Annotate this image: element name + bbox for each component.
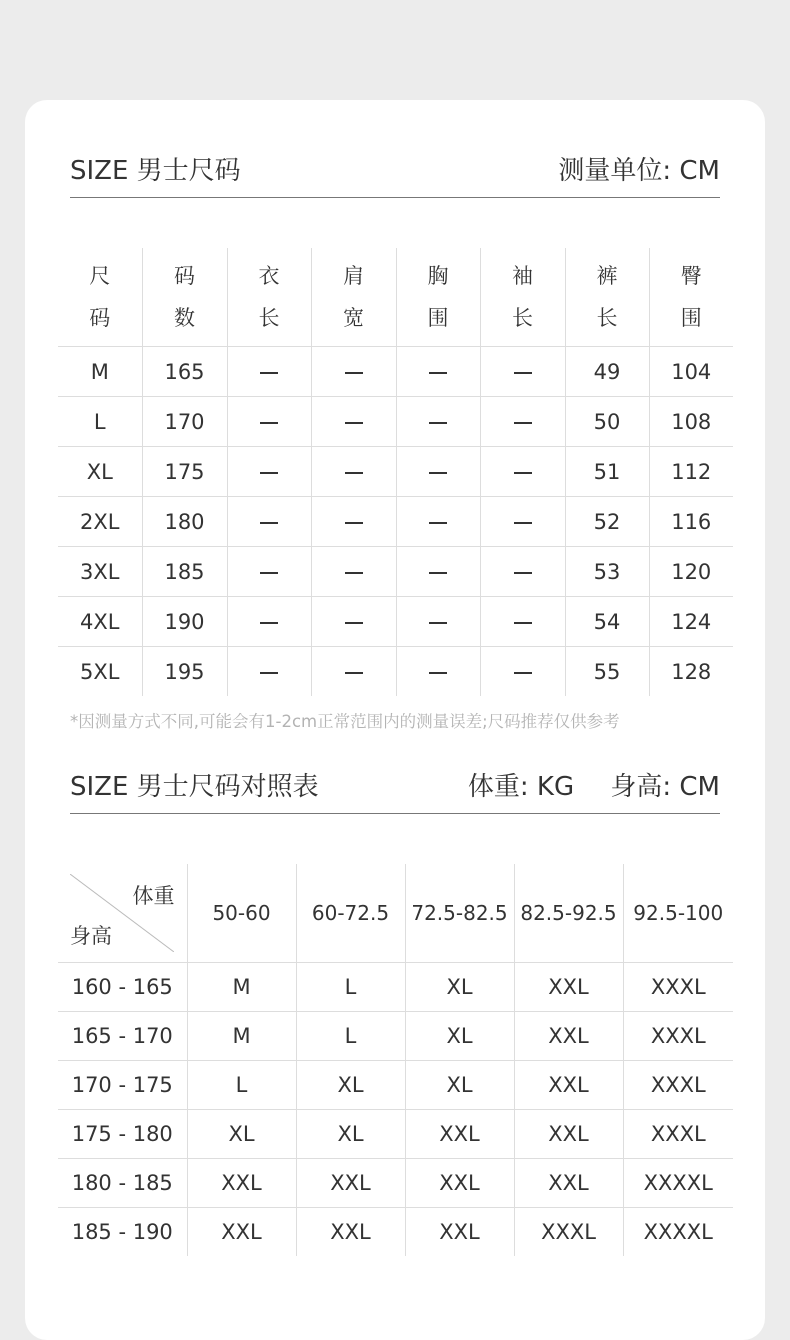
size-table-cell: 50 (565, 397, 649, 447)
size-table-cell: XL (58, 447, 142, 497)
conversion-row (58, 1012, 733, 1061)
dash-value (514, 672, 532, 674)
conversion-table (58, 864, 733, 1256)
dash-value (260, 572, 278, 574)
dash-value (345, 472, 363, 474)
conversion-row (58, 1208, 733, 1257)
conversion-row (58, 963, 733, 1012)
size-table-cell: 54 (565, 597, 649, 647)
size-table-cell (227, 347, 311, 397)
size-table-cell: 116 (649, 497, 733, 547)
header-char: 码 (89, 306, 111, 330)
recommended-size-cell: XXXXL (623, 1208, 733, 1257)
size-table-cell (396, 597, 480, 647)
height-unit: 身高: CM (610, 772, 720, 802)
header-char: 长 (258, 306, 280, 330)
size-table-row (58, 497, 733, 547)
dash-value (345, 572, 363, 574)
dash-value (345, 422, 363, 424)
conversion-units (440, 766, 720, 803)
header-char: 衣 (258, 264, 280, 288)
header-char: 长 (596, 306, 618, 330)
recommended-size-cell: XXL (514, 1061, 623, 1110)
recommended-size-cell: XXXL (623, 1012, 733, 1061)
size-table-cell: 112 (649, 447, 733, 497)
size-table-cell (396, 347, 480, 397)
size-section-unit: 测量单位: CM (558, 156, 720, 186)
header-char: 臀 (680, 264, 702, 288)
size-table-cell: 170 (142, 397, 227, 447)
size-table-header-cell (396, 248, 480, 347)
size-table-cell (396, 647, 480, 697)
recommended-size-cell: XXXL (514, 1208, 623, 1257)
size-table-cell (311, 597, 396, 647)
size-table-cell: 49 (565, 347, 649, 397)
size-table-cell: 185 (142, 547, 227, 597)
header-char: 胸 (427, 264, 449, 288)
conversion-row (58, 1110, 733, 1159)
recommended-size-cell: XXL (296, 1159, 405, 1208)
recommended-size-cell: XXXL (623, 963, 733, 1012)
dash-value (345, 522, 363, 524)
size-table-cell: 55 (565, 647, 649, 697)
corner-height-label: 身高 (70, 924, 112, 948)
recommended-size-cell: XXL (514, 1159, 623, 1208)
size-table-cell (480, 397, 565, 447)
dash-value (429, 372, 447, 374)
size-table-cell (480, 497, 565, 547)
measurement-note: *因测量方式不同,可能会有1-2cm正常范围内的测量误差;尺码推荐仅供参考 (70, 712, 620, 731)
recommended-size-cell: M (187, 963, 296, 1012)
header-char: 码 (174, 264, 195, 288)
size-table-row (58, 397, 733, 447)
recommended-size-cell: M (187, 1012, 296, 1061)
recommended-size-cell: XXL (405, 1208, 514, 1257)
height-range-cell: 185 - 190 (58, 1208, 187, 1257)
dash-value (429, 622, 447, 624)
size-table-cell: 108 (649, 397, 733, 447)
size-table-header-cell (311, 248, 396, 347)
size-table-header-row (58, 248, 733, 347)
dash-value (260, 472, 278, 474)
conversion-header-row (58, 864, 733, 963)
dash-value (514, 522, 532, 524)
size-table-cell (227, 597, 311, 647)
dash-value (345, 622, 363, 624)
dash-value (429, 472, 447, 474)
height-range-cell: 165 - 170 (58, 1012, 187, 1061)
weight-unit: 体重: KG (467, 772, 575, 802)
dash-value (429, 422, 447, 424)
size-table-cell (311, 347, 396, 397)
header-char: 肩 (343, 264, 364, 288)
recommended-size-cell: XXL (187, 1159, 296, 1208)
dash-value (514, 372, 532, 374)
recommended-size-cell: XXXL (623, 1110, 733, 1159)
size-table-cell: L (58, 397, 142, 447)
size-section-header (70, 150, 720, 187)
header-char: 裤 (596, 264, 618, 288)
size-table-cell (396, 497, 480, 547)
size-table-cell: 120 (649, 547, 733, 597)
size-table-cell (480, 347, 565, 397)
conversion-section-header (70, 766, 720, 803)
header-char: 宽 (343, 306, 364, 330)
conversion-row (58, 1061, 733, 1110)
dash-value (429, 522, 447, 524)
weight-range-header: 72.5-82.5 (405, 864, 514, 963)
recommended-size-cell: XXL (514, 963, 623, 1012)
corner-diagonal (58, 864, 187, 962)
header-char: 数 (174, 306, 195, 330)
size-table-row (58, 447, 733, 497)
header-char: 尺 (89, 264, 111, 288)
size-table-cell: 52 (565, 497, 649, 547)
weight-range-header: 82.5-92.5 (514, 864, 623, 963)
weight-range-header: 60-72.5 (296, 864, 405, 963)
recommended-size-cell: XXL (405, 1159, 514, 1208)
header-char: 围 (427, 306, 449, 330)
size-table-cell: 5XL (58, 647, 142, 697)
size-table-row (58, 347, 733, 397)
size-table-cell (227, 497, 311, 547)
recommended-size-cell: XXXL (623, 1061, 733, 1110)
size-table-cell: 3XL (58, 547, 142, 597)
recommended-size-cell: XL (296, 1061, 405, 1110)
recommended-size-cell: L (296, 1012, 405, 1061)
dash-value (260, 622, 278, 624)
size-table-cell: 175 (142, 447, 227, 497)
recommended-size-cell: XL (187, 1110, 296, 1159)
size-table-cell: 104 (649, 347, 733, 397)
dash-value (514, 622, 532, 624)
size-section-title: SIZE 男士尺码 (70, 156, 241, 186)
dash-value (345, 372, 363, 374)
corner-weight-label: 体重 (132, 884, 175, 908)
size-table-cell: 53 (565, 547, 649, 597)
size-table-cell: 190 (142, 597, 227, 647)
size-table-header-cell (480, 248, 565, 347)
size-table-cell: 180 (142, 497, 227, 547)
size-table-cell: 128 (649, 647, 733, 697)
dash-value (429, 572, 447, 574)
size-table-cell (227, 447, 311, 497)
size-table-cell (480, 547, 565, 597)
size-table-row (58, 547, 733, 597)
recommended-size-cell: XXXXL (623, 1159, 733, 1208)
header-char: 围 (680, 306, 702, 330)
height-range-cell: 175 - 180 (58, 1110, 187, 1159)
size-table-header-cell (142, 248, 227, 347)
size-table-cell: M (58, 347, 142, 397)
size-table-cell (396, 447, 480, 497)
recommended-size-cell: XL (296, 1110, 405, 1159)
weight-range-header: 50-60 (187, 864, 296, 963)
dash-value (260, 422, 278, 424)
conversion-corner-cell (58, 864, 187, 963)
header-char: 长 (512, 306, 533, 330)
dash-value (260, 522, 278, 524)
recommended-size-cell: XXL (187, 1208, 296, 1257)
height-range-cell: 180 - 185 (58, 1159, 187, 1208)
size-table-cell (311, 497, 396, 547)
recommended-size-cell: L (296, 963, 405, 1012)
header-char: 袖 (512, 264, 533, 288)
recommended-size-cell: XXL (514, 1012, 623, 1061)
dash-value (514, 572, 532, 574)
recommended-size-cell: XL (405, 1012, 514, 1061)
recommended-size-cell: XXL (296, 1208, 405, 1257)
dash-value (429, 672, 447, 674)
dash-value (514, 422, 532, 424)
size-table-cell: 124 (649, 597, 733, 647)
dash-value (345, 672, 363, 674)
dash-value (260, 672, 278, 674)
size-table-cell: 2XL (58, 497, 142, 547)
conversion-section-divider (70, 813, 720, 814)
size-table-cell (480, 447, 565, 497)
size-table-cell (311, 447, 396, 497)
size-table-cell (396, 397, 480, 447)
size-table-row (58, 597, 733, 647)
size-table-header-cell (649, 248, 733, 347)
conversion-section-title: SIZE 男士尺码对照表 (70, 772, 319, 802)
size-table-header-cell (565, 248, 649, 347)
size-table-cell: 4XL (58, 597, 142, 647)
weight-range-header: 92.5-100 (623, 864, 733, 963)
size-table-cell (311, 547, 396, 597)
size-section-divider (70, 197, 720, 198)
size-table-cell: 165 (142, 347, 227, 397)
recommended-size-cell: XXL (405, 1110, 514, 1159)
size-table-cell (227, 397, 311, 447)
height-range-cell: 170 - 175 (58, 1061, 187, 1110)
dash-value (260, 372, 278, 374)
size-table-cell: 195 (142, 647, 227, 697)
size-table-cell: 51 (565, 447, 649, 497)
conversion-row (58, 1159, 733, 1208)
size-table-cell (480, 597, 565, 647)
size-table-header-cell (227, 248, 311, 347)
recommended-size-cell: XXL (514, 1110, 623, 1159)
dash-value (514, 472, 532, 474)
size-table-cell (227, 547, 311, 597)
size-table-row (58, 647, 733, 697)
size-table-cell (396, 547, 480, 597)
size-table-cell (480, 647, 565, 697)
recommended-size-cell: XL (405, 963, 514, 1012)
recommended-size-cell: L (187, 1061, 296, 1110)
size-table-cell (311, 397, 396, 447)
height-range-cell: 160 - 165 (58, 963, 187, 1012)
size-table (58, 248, 733, 696)
size-table-cell (227, 647, 311, 697)
size-table-cell (311, 647, 396, 697)
size-table-header-cell (58, 248, 142, 347)
recommended-size-cell: XL (405, 1061, 514, 1110)
